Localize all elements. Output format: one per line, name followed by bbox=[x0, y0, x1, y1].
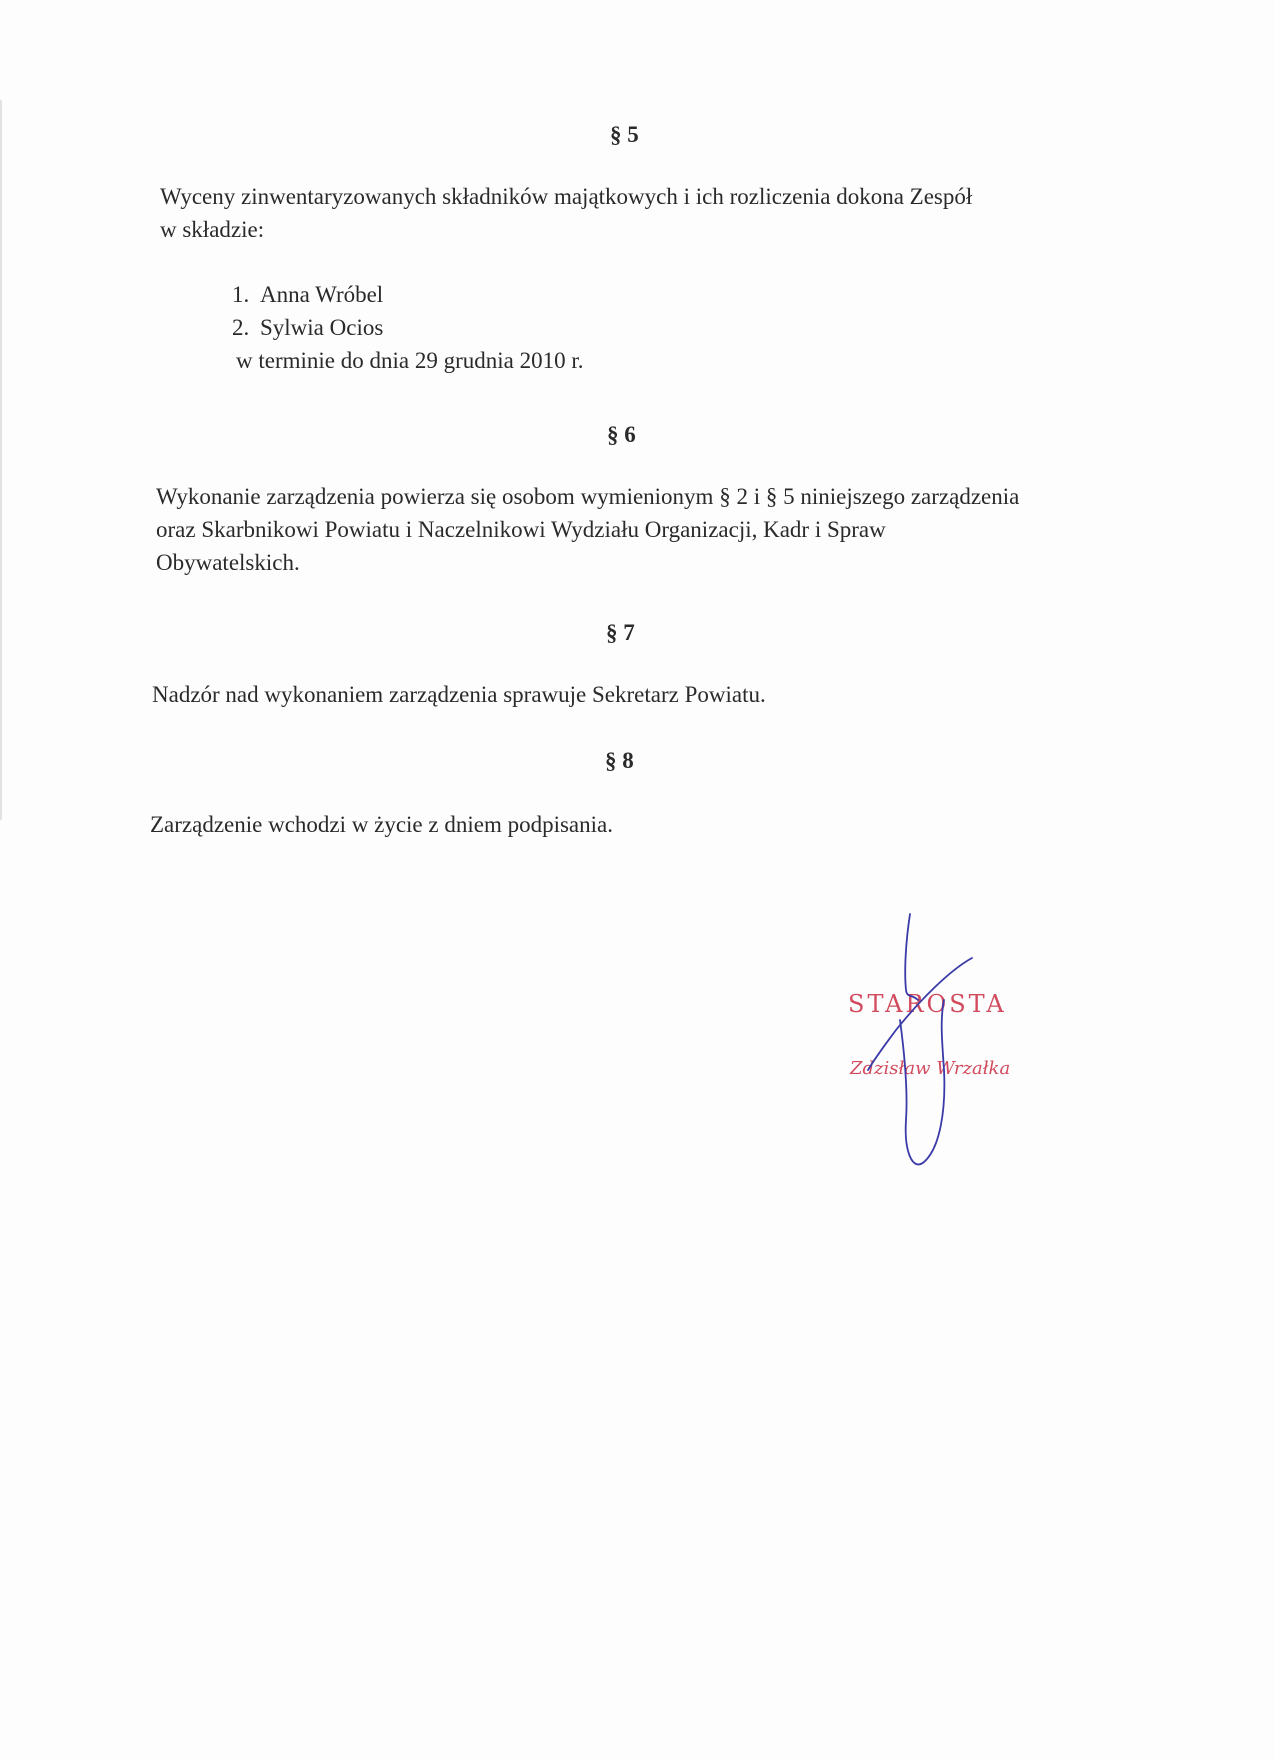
section-5-line-1: Wyceny zinwentaryzowanych składników majątkowych i ich rozliczenia dokona Zespół bbox=[160, 184, 973, 209]
section-7-line-1: Nadzór nad wykonaniem zarządzenia sprawuje Sekretarz Powiatu. bbox=[152, 682, 766, 707]
list-item-name: Anna Wróbel bbox=[260, 282, 384, 307]
list-item-number: 1. bbox=[232, 282, 250, 307]
section-6-line-2: oraz Skarbnikowi Powiatu i Naczelnikowi Wydziału Organizacji, Kadr i Spraw bbox=[156, 517, 886, 542]
deadline-text: w terminie do dnia 29 grudnia 2010 r. bbox=[236, 348, 584, 373]
section-mark-7: § 7 bbox=[606, 620, 635, 645]
handwritten-signature bbox=[860, 910, 990, 1180]
list-item bbox=[232, 278, 584, 311]
list-item-name: Sylwia Ocios bbox=[260, 315, 384, 340]
stamp-title: STAROSTA bbox=[848, 990, 1007, 1018]
section-8-text bbox=[150, 808, 613, 841]
section-mark-8: § 8 bbox=[605, 748, 634, 773]
section-6-line-1: Wykonanie zarządzenia powierza się osobom wymienionym § 2 i § 5 niniejszego zarządzenia bbox=[156, 484, 1020, 509]
section-6-line-3: Obywatelskich. bbox=[156, 550, 300, 575]
section-mark-6: § 6 bbox=[607, 422, 636, 447]
list-item-number: 2. bbox=[232, 315, 250, 340]
list-item bbox=[232, 311, 584, 344]
section-6-text bbox=[156, 480, 1019, 579]
section-5-text bbox=[160, 180, 972, 246]
section-8-line-1: Zarządzenie wchodzi w życie z dniem podpisania. bbox=[150, 812, 613, 837]
section-5-line-2: w składzie: bbox=[160, 217, 265, 242]
section-mark-5: § 5 bbox=[610, 122, 639, 147]
team-member-list bbox=[232, 278, 584, 377]
stamp-name: Zdzisław Wrzałka bbox=[850, 1058, 1011, 1079]
scan-edge-mark bbox=[0, 100, 2, 820]
section-7-text bbox=[152, 678, 766, 711]
